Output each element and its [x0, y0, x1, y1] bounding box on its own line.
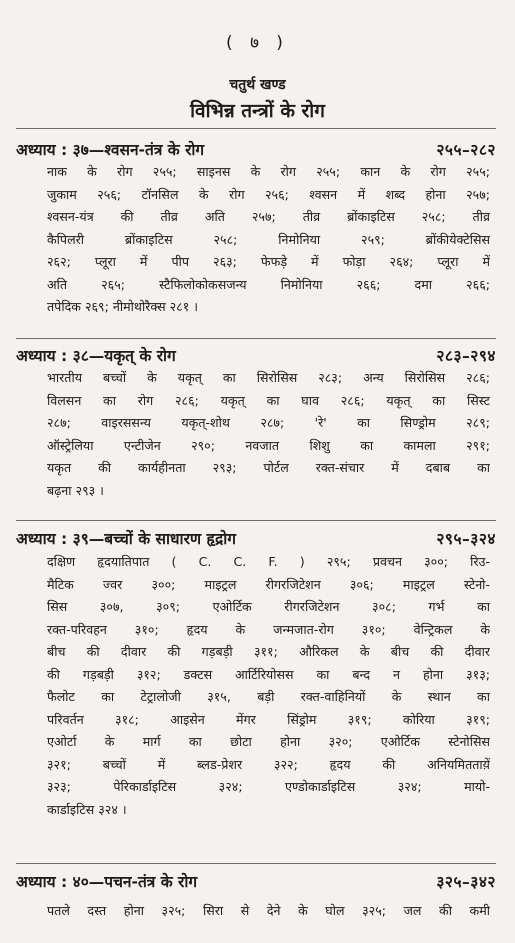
topic-line: अति २६५; स्टैफिलोकोकसजन्य निमोनिया २६६; दमा २६६; — [47, 276, 490, 292]
chapter-page-range: २५५–२८२ — [436, 141, 496, 159]
chapter-title: अध्याय : ३७—श्वसन-तंत्र के रोग — [16, 141, 205, 159]
chapter-topics-40 — [47, 900, 490, 923]
topic-line: दक्षिण हृदयातिपात ( C. C. F. ) २९५; प्रवचन ३००; रिउ- — [47, 554, 490, 569]
chapter-page-range: २८३–२९४ — [436, 347, 496, 365]
chapter-topics-37 — [47, 161, 490, 319]
topic-line: बढ़ना २९३ । — [47, 482, 104, 498]
chapter-topics-38 — [47, 367, 490, 502]
topic-line: फैलोट का टेट्रालोजी ३१५, बड़ी रक्त-वाहिनियों के स्थान का — [47, 689, 490, 704]
divider — [16, 128, 496, 129]
topic-line: ३२३; पेरिकार्डाइटिस ३२४; एण्डोकार्डाइटिस ३२४; मायो- — [47, 779, 490, 794]
chapter-page-range: ३२५–३४२ — [436, 873, 496, 891]
topic-line: पतले दस्त होना ३२५; सिरा से देने के घोल ३२५; जल की कमी — [47, 903, 490, 918]
chapter-heading-37 — [16, 138, 496, 160]
topic-line: कैपिलरी ब्रोंकाइटिस २५८; निमोनिया २५९; ब्रोंकीयेक्टेसिस — [47, 231, 490, 247]
chapter-topics-39 — [47, 551, 490, 821]
topic-line: भारतीय बच्चों के यकृत् का सिरोसिस २८३; अन्य सिरोसिस २८६; — [47, 370, 490, 385]
chapter-heading-39 — [16, 527, 496, 549]
topic-line: ३२१; बच्चों में ब्लड-प्रेशर ३२२; हृदय की अनियमितताय़ें — [47, 756, 490, 772]
page-number: ( ७ ) — [226, 33, 289, 53]
topic-line: ऑस्ट्रेलिया एन्टीजेन २९०; नवजात शिशु का कामला २९१; — [47, 437, 490, 453]
topic-line: सिस ३०७, ३०९; एओर्टिक रीगरजिटेशन ३०८; गर्भ का — [47, 599, 490, 614]
topic-line: २६२; प्लूरा में पीप २६३; फेफड़े में फोड़ा २६४; प्लूरा में — [47, 254, 490, 269]
chapter-title: अध्याय : ४०—पचन-तंत्र के रोग — [16, 873, 198, 891]
topic-line: विलसन का रोग २८६; यकृत् का घाव २८६; यकृत् का सिस्ट — [47, 392, 490, 408]
topic-line: २८७; वाइरससन्य यकृत्-शोथ २८७; 'रे' का सिण्ड्रोम २८९; — [47, 415, 490, 430]
topic-line: रक्त-परिवहन ३१०; हृदय के जन्मजात-रोग ३१०; वेन्ट्रिकल के — [47, 621, 490, 637]
topic-line: जुकाम २५६; टॉनसिल के रोग २५६; श्वसन में शब्द होना २५७; — [47, 186, 490, 202]
topic-line: की गड़बड़ी ३१२; डक्टस आर्टिरियोसस का बन्द न होना ३१३; — [47, 666, 490, 682]
topic-line: मैटिक ज्वर ३००; माइट्रल रीगरजिटेशन ३०६; माइट्रल स्टेनो- — [47, 576, 490, 592]
chapter-heading-38 — [16, 344, 496, 366]
chapter-title: अध्याय : ३९—बच्चों के साधारण हृद्रोग — [16, 530, 237, 548]
topic-line: एओर्टा के मार्ग का छोटा होना ३२०; एओर्टिक स्टेनोसिस — [47, 734, 490, 749]
topic-line: तपेदिक २६९; नीमोथोरैक्स २८१ । — [47, 299, 199, 314]
divider — [16, 520, 496, 521]
topic-line: परिवर्तन ३१८; आइसेन मेंगर सिंड्रोम ३१९; कोरिया ३१९; — [47, 711, 490, 727]
part-label: चतुर्थ खण्ड — [229, 77, 286, 93]
divider — [16, 863, 496, 864]
chapter-heading-40 — [16, 870, 496, 892]
topic-line: बीच की दीवार की गड़बड़ी ३११; औरिकल के बीच की दीवार — [47, 644, 490, 659]
chapter-title: अध्याय : ३८—यकृत् के रोग — [16, 347, 176, 365]
chapter-page-range: २९५–३२४ — [436, 530, 496, 548]
topic-line: यकृत की कार्यहीनता २९३; पोर्टल रक्त-संचार में दबाब का — [47, 460, 490, 475]
topic-line: नाक के रोग २५५; साइनस के रोग २५५; कान के रोग २५५; — [47, 164, 490, 179]
topic-line: श्वसन-यंत्र की तीव्र अति २५७; तीव्र ब्रोंकाइटिस २५८; तीव्र — [47, 209, 490, 224]
divider — [16, 338, 496, 339]
part-title: विभिन्न तन्त्रों के रोग — [190, 100, 325, 122]
topic-line: कार्डाइटिस ३२४ । — [47, 801, 127, 817]
